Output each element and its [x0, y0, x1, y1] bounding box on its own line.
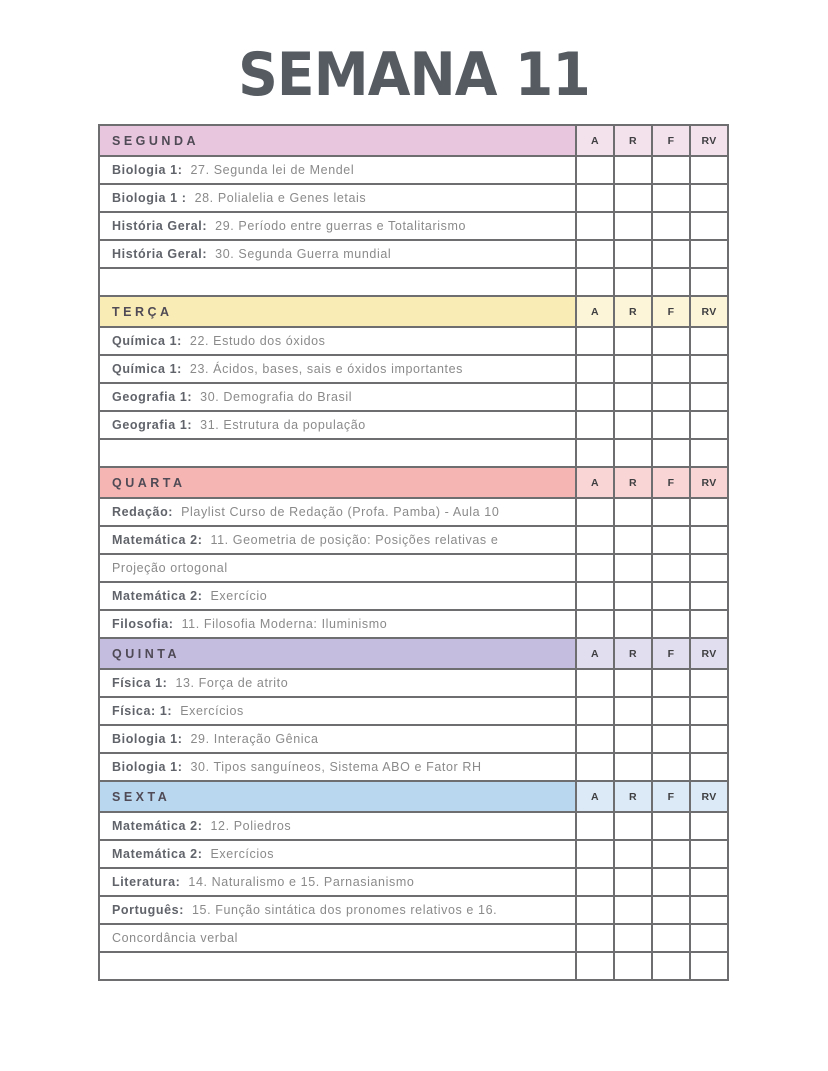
checkbox-f[interactable]	[652, 924, 690, 952]
task-cell	[99, 498, 576, 526]
checkbox-r[interactable]	[614, 411, 652, 439]
task-cell	[99, 554, 576, 582]
checkbox-f[interactable]	[652, 697, 690, 725]
topic-label: 30. Demografia do Brasil	[200, 390, 353, 404]
task-row	[99, 156, 728, 184]
task-cell	[99, 327, 576, 355]
day-label: QUARTA	[99, 467, 576, 498]
checkbox-rv[interactable]	[690, 383, 728, 411]
topic-label: 13. Força de atrito	[175, 676, 289, 690]
checkbox-a[interactable]	[576, 868, 614, 896]
topic-label: Exercício	[210, 589, 268, 603]
topic-label: Playlist Curso de Redação (Profa. Pamba) - Aula 10	[181, 505, 500, 519]
task-row	[99, 725, 728, 753]
topic-label: 27. Segunda lei de Mendel	[190, 163, 355, 177]
checkbox-rv[interactable]	[690, 439, 728, 467]
subject-label: Filosofia:	[112, 617, 174, 631]
task-row	[99, 327, 728, 355]
checkbox-rv[interactable]	[690, 355, 728, 383]
checkbox-a[interactable]	[576, 952, 614, 980]
checkbox-rv[interactable]	[690, 868, 728, 896]
checkbox-a[interactable]	[576, 554, 614, 582]
checkbox-rv[interactable]	[690, 952, 728, 980]
topic-label: Concordância verbal	[112, 931, 239, 945]
task-row	[99, 526, 728, 554]
checkbox-rv[interactable]	[690, 812, 728, 840]
checkbox-f[interactable]	[652, 554, 690, 582]
checkbox-r[interactable]	[614, 526, 652, 554]
task-cell	[99, 896, 576, 924]
topic-label: 30. Tipos sanguíneos, Sistema ABO e Fator RH	[190, 760, 482, 774]
checkbox-f[interactable]	[652, 411, 690, 439]
checkbox-f[interactable]	[652, 868, 690, 896]
column-header-f: F	[652, 638, 690, 669]
checkbox-a[interactable]	[576, 924, 614, 952]
column-header-a: A	[576, 638, 614, 669]
task-cell	[99, 582, 576, 610]
checkbox-r[interactable]	[614, 582, 652, 610]
column-header-a: A	[576, 781, 614, 812]
checkbox-a[interactable]	[576, 184, 614, 212]
task-row	[99, 610, 728, 638]
topic-label: 29. Período entre guerras e Totalitarismo	[215, 219, 467, 233]
column-header-a: A	[576, 296, 614, 327]
task-cell	[99, 268, 576, 296]
checkbox-f[interactable]	[652, 268, 690, 296]
task-row	[99, 554, 728, 582]
checkbox-r[interactable]	[614, 498, 652, 526]
checkbox-rv[interactable]	[690, 184, 728, 212]
task-row	[99, 240, 728, 268]
task-cell	[99, 669, 576, 697]
checkbox-f[interactable]	[652, 669, 690, 697]
subject-label: Química 1:	[112, 362, 182, 376]
task-row	[99, 582, 728, 610]
column-header-rv: RV	[690, 296, 728, 327]
subject-label: Matemática 2:	[112, 589, 203, 603]
topic-label: 29. Interação Gênica	[190, 732, 319, 746]
task-cell	[99, 697, 576, 725]
task-row	[99, 924, 728, 952]
checkbox-rv[interactable]	[690, 411, 728, 439]
subject-label: Biologia 1 :	[112, 191, 187, 205]
checkbox-r[interactable]	[614, 896, 652, 924]
topic-label: Exercícios	[180, 704, 244, 718]
checkbox-r[interactable]	[614, 439, 652, 467]
column-header-f: F	[652, 125, 690, 156]
task-row	[99, 669, 728, 697]
checkbox-rv[interactable]	[690, 526, 728, 554]
subject-label: Redação:	[112, 505, 174, 519]
column-header-f: F	[652, 296, 690, 327]
task-cell	[99, 952, 576, 980]
checkbox-a[interactable]	[576, 697, 614, 725]
checkbox-f[interactable]	[652, 498, 690, 526]
checkbox-a[interactable]	[576, 840, 614, 868]
subject-label: Matemática 2:	[112, 533, 203, 547]
task-cell	[99, 840, 576, 868]
checkbox-f[interactable]	[652, 840, 690, 868]
checkbox-f[interactable]	[652, 725, 690, 753]
checkbox-rv[interactable]	[690, 156, 728, 184]
task-cell	[99, 212, 576, 240]
checkbox-f[interactable]	[652, 610, 690, 638]
day-label: QUINTA	[99, 638, 576, 669]
checkbox-f[interactable]	[652, 327, 690, 355]
checkbox-r[interactable]	[614, 383, 652, 411]
checkbox-rv[interactable]	[690, 554, 728, 582]
column-header-r: R	[614, 125, 652, 156]
checkbox-r[interactable]	[614, 924, 652, 952]
checkbox-a[interactable]	[576, 383, 614, 411]
checkbox-a[interactable]	[576, 268, 614, 296]
topic-label: 14. Naturalismo e 15. Parnasianismo	[188, 875, 415, 889]
checkbox-rv[interactable]	[690, 610, 728, 638]
checkbox-f[interactable]	[652, 439, 690, 467]
checkbox-rv[interactable]	[690, 924, 728, 952]
topic-label: 11. Geometria de posição: Posições relativas e	[210, 533, 499, 547]
task-row	[99, 868, 728, 896]
day-label: SEXTA	[99, 781, 576, 812]
day-header-terça	[99, 296, 728, 327]
task-cell	[99, 355, 576, 383]
checkbox-r[interactable]	[614, 240, 652, 268]
task-cell	[99, 924, 576, 952]
task-row	[99, 212, 728, 240]
topic-label: 11. Filosofia Moderna: Iluminismo	[181, 617, 388, 631]
checkbox-f[interactable]	[652, 240, 690, 268]
day-header-sexta	[99, 781, 728, 812]
column-header-r: R	[614, 296, 652, 327]
checkbox-rv[interactable]	[690, 669, 728, 697]
checkbox-r[interactable]	[614, 610, 652, 638]
task-cell	[99, 610, 576, 638]
checkbox-f[interactable]	[652, 184, 690, 212]
checkbox-rv[interactable]	[690, 240, 728, 268]
topic-label: 30. Segunda Guerra mundial	[215, 247, 392, 261]
column-header-a: A	[576, 125, 614, 156]
column-header-rv: RV	[690, 638, 728, 669]
checkbox-rv[interactable]	[690, 725, 728, 753]
task-cell	[99, 868, 576, 896]
subject-label: História Geral:	[112, 219, 208, 233]
checkbox-f[interactable]	[652, 582, 690, 610]
weekly-planner-table	[98, 124, 729, 981]
checkbox-r[interactable]	[614, 212, 652, 240]
checkbox-rv[interactable]	[690, 840, 728, 868]
topic-label: 23. Ácidos, bases, sais e óxidos importantes	[189, 362, 463, 376]
checkbox-r[interactable]	[614, 812, 652, 840]
task-cell	[99, 383, 576, 411]
subject-label: Português:	[112, 903, 184, 917]
task-cell	[99, 439, 576, 467]
task-row	[99, 439, 728, 467]
subject-label: Matemática 2:	[112, 847, 203, 861]
column-header-a: A	[576, 467, 614, 498]
checkbox-a[interactable]	[576, 526, 614, 554]
checkbox-r[interactable]	[614, 554, 652, 582]
checkbox-a[interactable]	[576, 610, 614, 638]
task-cell	[99, 812, 576, 840]
task-row	[99, 498, 728, 526]
subject-label: Biologia 1:	[112, 760, 183, 774]
subject-label: Biologia 1:	[112, 163, 183, 177]
task-row	[99, 896, 728, 924]
checkbox-r[interactable]	[614, 725, 652, 753]
task-row	[99, 383, 728, 411]
checkbox-rv[interactable]	[690, 268, 728, 296]
checkbox-a[interactable]	[576, 327, 614, 355]
checkbox-a[interactable]	[576, 753, 614, 781]
checkbox-r[interactable]	[614, 184, 652, 212]
checkbox-a[interactable]	[576, 240, 614, 268]
task-cell	[99, 526, 576, 554]
checkbox-f[interactable]	[652, 753, 690, 781]
topic-label: 15. Função sintática dos pronomes relativos e 16.	[191, 903, 498, 917]
day-header-segunda	[99, 125, 728, 156]
task-cell	[99, 753, 576, 781]
subject-label: História Geral:	[112, 247, 208, 261]
subject-label: Biologia 1:	[112, 732, 183, 746]
checkbox-f[interactable]	[652, 355, 690, 383]
task-row	[99, 952, 728, 980]
checkbox-a[interactable]	[576, 355, 614, 383]
checkbox-f[interactable]	[652, 526, 690, 554]
day-label: SEGUNDA	[99, 125, 576, 156]
checkbox-rv[interactable]	[690, 498, 728, 526]
task-row	[99, 268, 728, 296]
checkbox-a[interactable]	[576, 669, 614, 697]
topic-label: 31. Estrutura da população	[200, 418, 366, 432]
checkbox-r[interactable]	[614, 327, 652, 355]
checkbox-a[interactable]	[576, 725, 614, 753]
task-row	[99, 812, 728, 840]
task-cell	[99, 184, 576, 212]
page-title: SEMANA 11	[238, 40, 590, 110]
subject-label: Física 1:	[112, 676, 168, 690]
column-header-rv: RV	[690, 125, 728, 156]
checkbox-f[interactable]	[652, 383, 690, 411]
topic-label: 28. Polialelia e Genes letais	[194, 191, 367, 205]
checkbox-rv[interactable]	[690, 697, 728, 725]
checkbox-r[interactable]	[614, 156, 652, 184]
subject-label: Literatura:	[112, 875, 181, 889]
checkbox-rv[interactable]	[690, 582, 728, 610]
task-cell	[99, 156, 576, 184]
column-header-r: R	[614, 638, 652, 669]
checkbox-a[interactable]	[576, 812, 614, 840]
checkbox-a[interactable]	[576, 212, 614, 240]
task-cell	[99, 240, 576, 268]
subject-label: Geografia 1:	[112, 418, 193, 432]
subject-label: Matemática 2:	[112, 819, 203, 833]
topic-label: 22. Estudo dos óxidos	[189, 334, 326, 348]
checkbox-a[interactable]	[576, 411, 614, 439]
checkbox-f[interactable]	[652, 812, 690, 840]
column-header-rv: RV	[690, 467, 728, 498]
column-header-r: R	[614, 781, 652, 812]
subject-label: Geografia 1:	[112, 390, 193, 404]
column-header-f: F	[652, 781, 690, 812]
task-cell	[99, 725, 576, 753]
checkbox-r[interactable]	[614, 753, 652, 781]
checkbox-rv[interactable]	[690, 753, 728, 781]
task-row	[99, 697, 728, 725]
day-header-quinta	[99, 638, 728, 669]
task-row	[99, 411, 728, 439]
topic-label: 12. Poliedros	[210, 819, 292, 833]
topic-label: Projeção ortogonal	[112, 561, 228, 575]
task-row	[99, 840, 728, 868]
checkbox-r[interactable]	[614, 669, 652, 697]
checkbox-r[interactable]	[614, 355, 652, 383]
task-row	[99, 753, 728, 781]
checkbox-f[interactable]	[652, 212, 690, 240]
checkbox-a[interactable]	[576, 582, 614, 610]
checkbox-r[interactable]	[614, 268, 652, 296]
column-header-f: F	[652, 467, 690, 498]
checkbox-rv[interactable]	[690, 896, 728, 924]
topic-label: Exercícios	[210, 847, 275, 861]
day-header-quarta	[99, 467, 728, 498]
checkbox-a[interactable]	[576, 896, 614, 924]
checkbox-a[interactable]	[576, 498, 614, 526]
checkbox-f[interactable]	[652, 156, 690, 184]
column-header-r: R	[614, 467, 652, 498]
checkbox-rv[interactable]	[690, 212, 728, 240]
checkbox-a[interactable]	[576, 156, 614, 184]
checkbox-a[interactable]	[576, 439, 614, 467]
day-label: TERÇA	[99, 296, 576, 327]
checkbox-rv[interactable]	[690, 327, 728, 355]
subject-label: Física: 1:	[112, 704, 173, 718]
checkbox-f[interactable]	[652, 896, 690, 924]
checkbox-r[interactable]	[614, 868, 652, 896]
checkbox-r[interactable]	[614, 840, 652, 868]
checkbox-f[interactable]	[652, 952, 690, 980]
task-row	[99, 184, 728, 212]
subject-label: Química 1:	[112, 334, 182, 348]
column-header-rv: RV	[690, 781, 728, 812]
checkbox-r[interactable]	[614, 952, 652, 980]
checkbox-r[interactable]	[614, 697, 652, 725]
task-row	[99, 355, 728, 383]
task-cell	[99, 411, 576, 439]
